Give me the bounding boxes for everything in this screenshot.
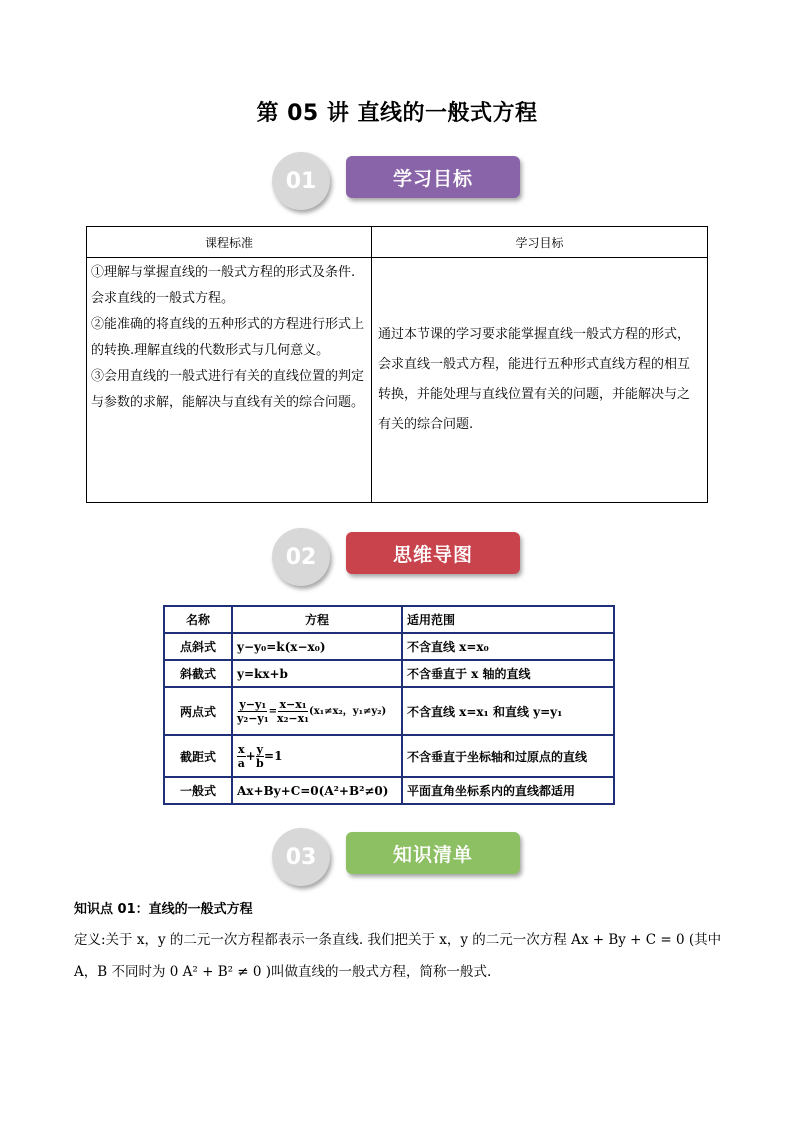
row-name: 点斜式 bbox=[164, 633, 232, 660]
row-scope: 不含直线 x=x₀ bbox=[402, 633, 614, 660]
table-row bbox=[164, 660, 614, 687]
row-scope: 平面直角坐标系内的直线都适用 bbox=[402, 777, 614, 804]
map-header-scope: 适用范围 bbox=[402, 606, 614, 633]
row-name: 截距式 bbox=[164, 735, 232, 777]
table-row bbox=[164, 687, 614, 735]
section-number-badge: 03 bbox=[272, 828, 330, 886]
row-name: 两点式 bbox=[164, 687, 232, 735]
row-scope: 不含直线 x=x₁ 和直线 y=y₁ bbox=[402, 687, 614, 735]
map-header-name: 名称 bbox=[164, 606, 232, 633]
section-label-bar: 思维导图 bbox=[346, 532, 520, 574]
header-standards: 课程标准 bbox=[87, 227, 372, 258]
mindmap-table bbox=[163, 605, 615, 805]
row-equation: $\frac{\text{y−y₁}}{\text{y₂−y₁}}$ = $\frac{\text{x−x₁}}{\text{x₂−x₁}}$ (x₁≠x₂，y₁≠y₂) bbox=[232, 687, 402, 735]
knowledge-definition: 定义:关于 x，y 的二元一次方程都表示一条直线. 我们把关于 x，y 的二元一次方程 Ax + By + C = 0 (其中 A，B 不同时为 0 A² + B² ≠ 0 )叫做直线的一般式方程，简称一般式. bbox=[74, 932, 722, 980]
row-equation: $\frac{x}{a}$ + $\frac{y}{b}$ =1 bbox=[232, 735, 402, 777]
standards-cell bbox=[87, 258, 372, 503]
section-number-badge: 01 bbox=[272, 152, 330, 210]
map-header-equation: 方程 bbox=[232, 606, 402, 633]
objectives-cell: 通过本节课的学习要求能掌握直线一般式方程的形式，会求直线一般式方程，能进行五种形式直线方程的相互转换，并能处理与直线位置有关的问题，并能解决与之有关的综合问题. bbox=[372, 258, 708, 503]
knowledge-point-title: 知识点 01：直线的一般式方程 bbox=[74, 902, 253, 917]
standard-item: ②能准确的将直线的五种形式的方程进行形式上的转换.理解直线的代数形式与几何意义。 bbox=[91, 317, 365, 358]
table-row bbox=[164, 633, 614, 660]
standard-item: ①理解与掌握直线的一般式方程的形式及条件.会求直线的一般式方程。 bbox=[91, 265, 356, 306]
row-name: 斜截式 bbox=[164, 660, 232, 687]
header-objectives: 学习目标 bbox=[372, 227, 708, 258]
section-label-bar: 学习目标 bbox=[346, 156, 520, 198]
page-title: 第 05 讲 直线的一般式方程 bbox=[256, 101, 538, 126]
row-scope: 不含垂直于 x 轴的直线 bbox=[402, 660, 614, 687]
goals-table bbox=[86, 226, 708, 503]
row-name: 一般式 bbox=[164, 777, 232, 804]
section-label-bar: 知识清单 bbox=[346, 832, 520, 874]
row-scope: 不含垂直于坐标轴和过原点的直线 bbox=[402, 735, 614, 777]
row-equation: y−y₀=k(x−x₀) bbox=[232, 633, 402, 660]
row-equation: y=kx+b bbox=[232, 660, 402, 687]
table-row bbox=[164, 735, 614, 777]
standard-item: ③会用直线的一般式进行有关的直线位置的判定与参数的求解，能解决与直线有关的综合问题。 bbox=[91, 369, 365, 410]
section-number-badge: 02 bbox=[272, 528, 330, 586]
table-row bbox=[164, 777, 614, 804]
row-equation: Ax+By+C=0(A²+B²≠0) bbox=[232, 777, 402, 804]
